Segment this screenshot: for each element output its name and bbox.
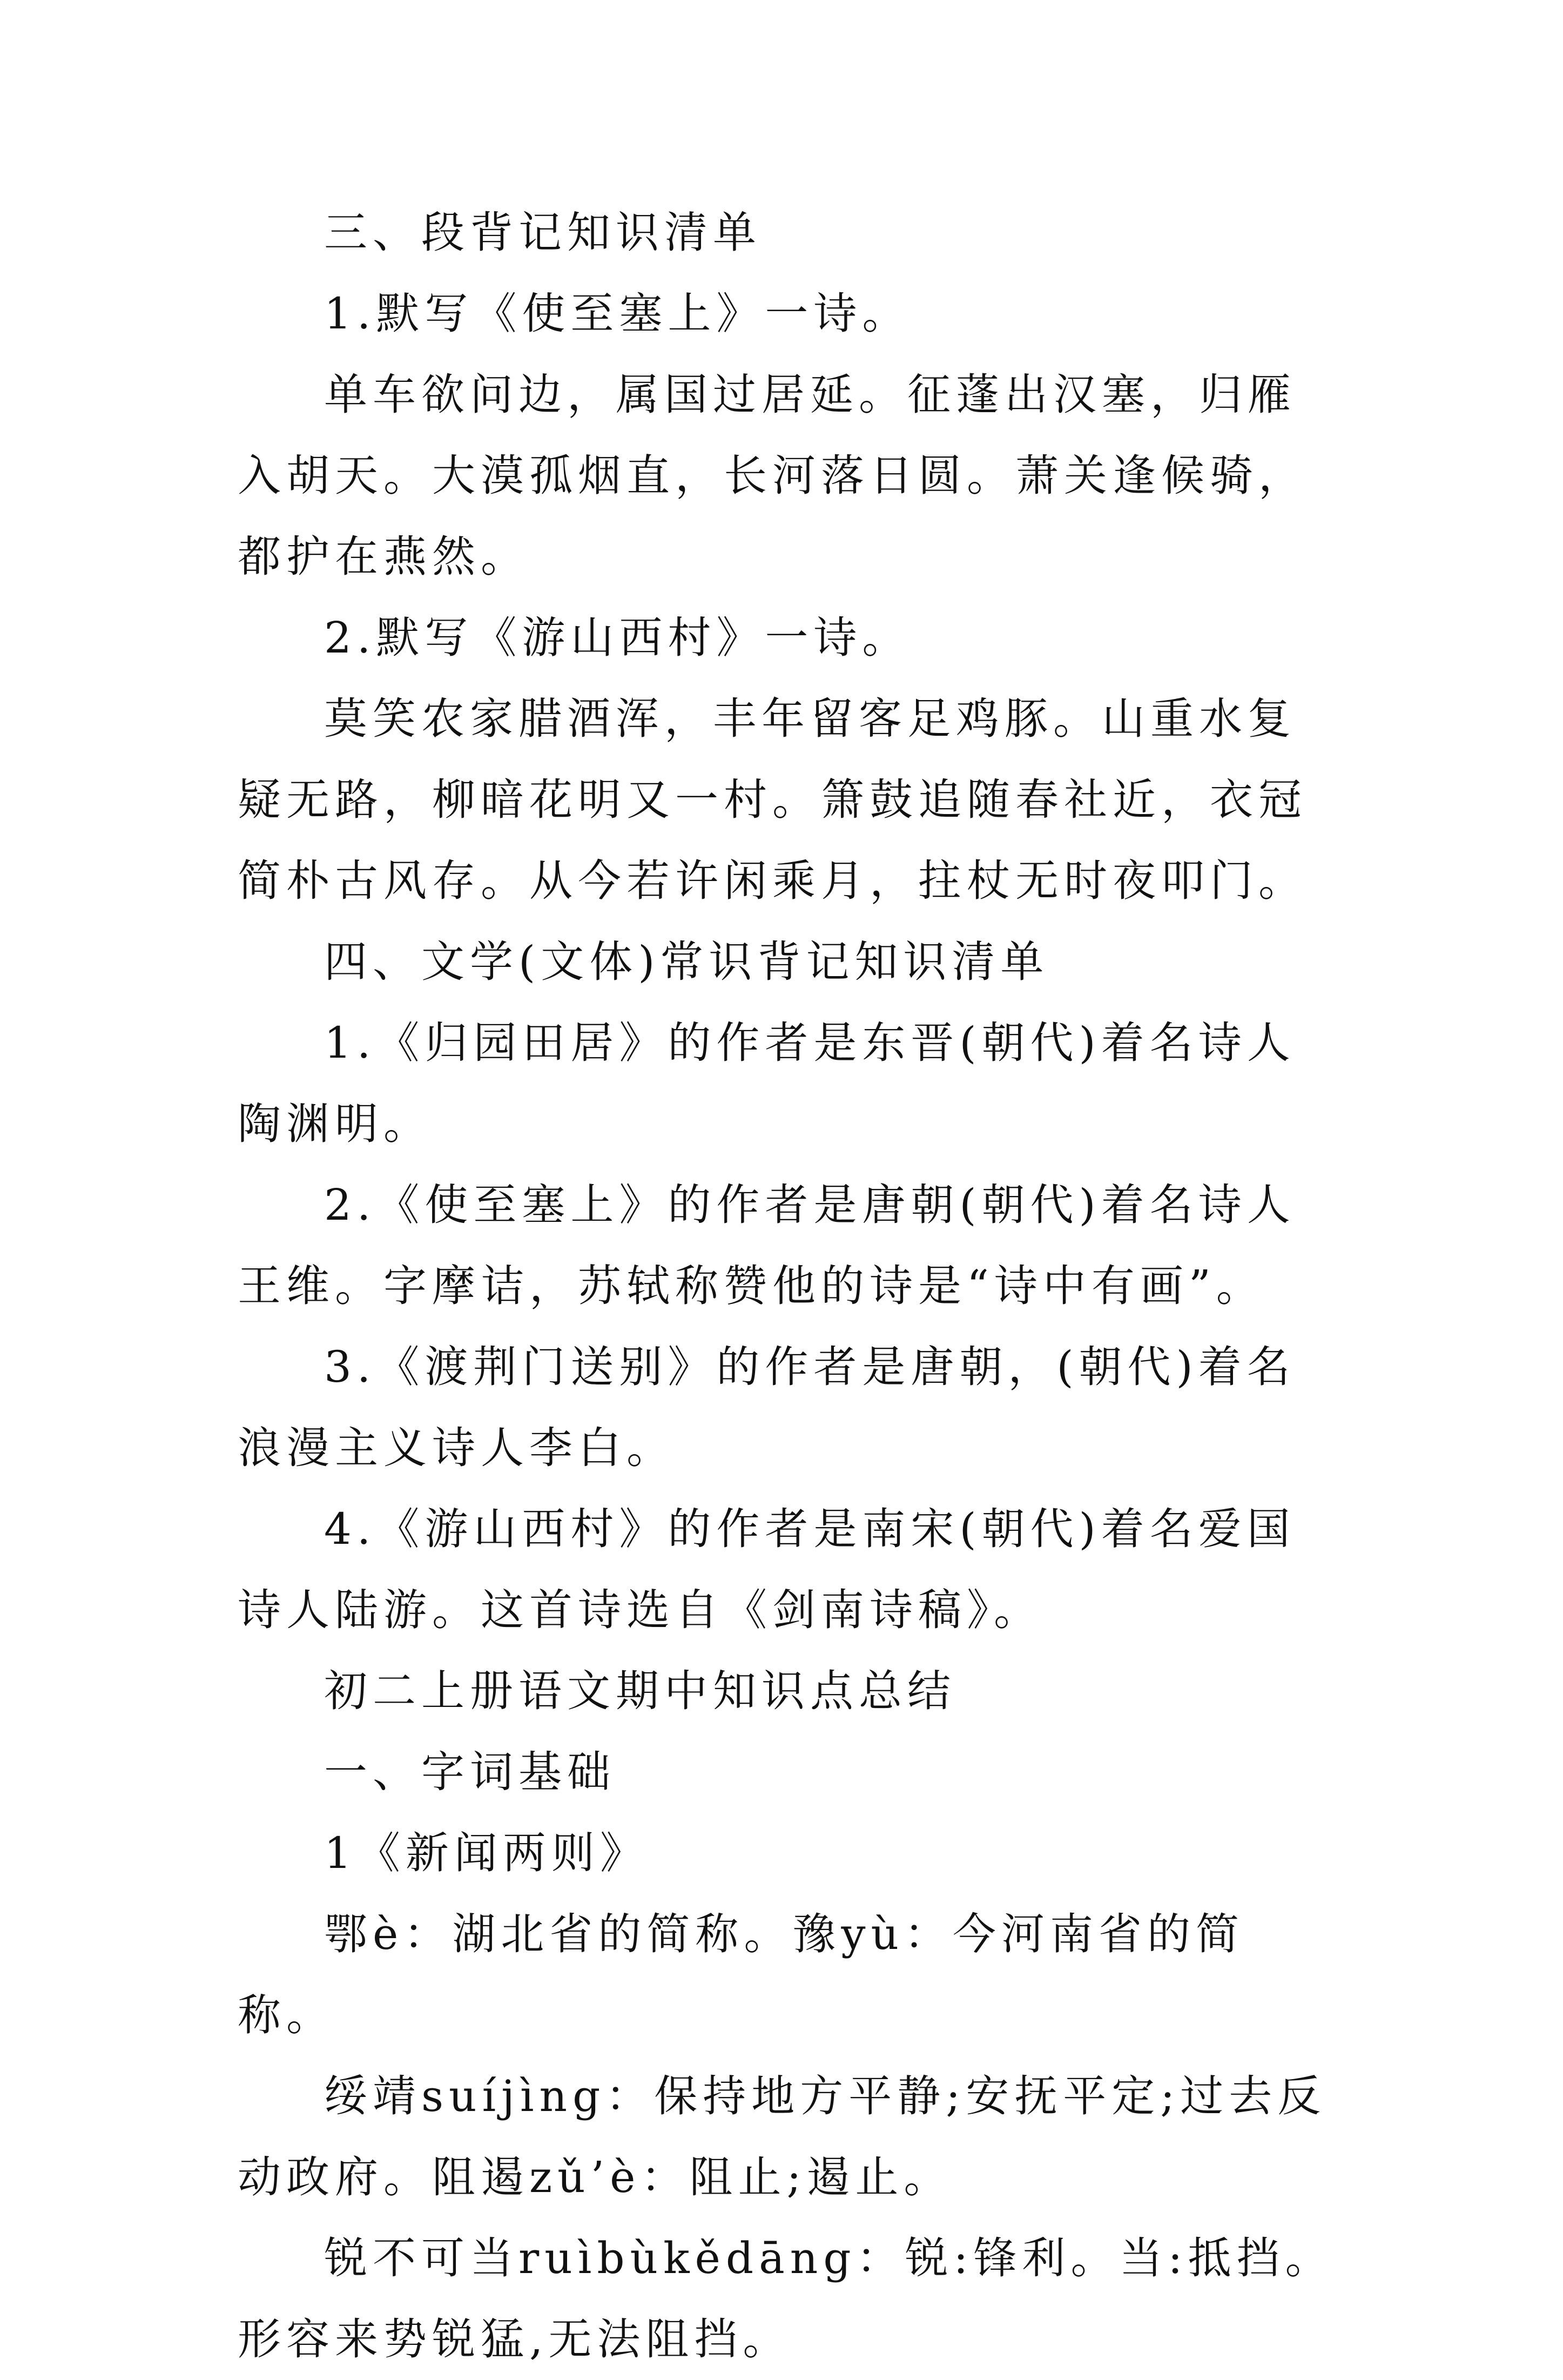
- section-heading: 一、字词基础: [324, 1747, 616, 1797]
- list-item: 3.《渡荆门送别》的作者是唐朝，(朝代)着名浪漫主义诗人李白。: [238, 1342, 1296, 1473]
- section-heading: 三、段背记知识清单: [324, 207, 762, 258]
- list-item: 2.《使至塞上》的作者是唐朝(朝代)着名诗人王维。字摩诘，苏轼称赞他的诗是“诗中有画”。: [238, 1180, 1296, 1311]
- section-heading: 四、文学(文体)常识背记知识清单: [324, 937, 1049, 987]
- vocabulary-entry: 锐不可当ruìbùkědāng：锐:锋利。当:抵挡。形容来势锐猛,无法阻挡。: [238, 2233, 1334, 2364]
- list-item: 4.《游山西村》的作者是南宋(朝代)着名爱国诗人陆游。这首诗选自《剑南诗稿》。: [238, 1504, 1296, 1635]
- list-item: 1.《归园田居》的作者是东晋(朝代)着名诗人陶渊明。: [238, 1018, 1296, 1149]
- document-body: [238, 192, 1339, 2380]
- vocabulary-entry: 绥靖suíjìng：保持地方平静;安抚平定;过去反动政府。阻遏zǔ’è：阻止;遏止。: [238, 2071, 1326, 2202]
- poem-text: 单车欲问边，属国过居延。征蓬出汉塞，归雁入胡天。大漠孤烟直，长河落日圆。萧关逢候骑，都护在燕然。: [238, 369, 1307, 582]
- list-item: 2.默写《游山西村》一诗。: [324, 613, 911, 663]
- list-item: 1.默写《使至塞上》一诗。: [324, 288, 911, 339]
- vocabulary-entry: 鄂è：湖北省的简称。豫yù：今河南省的简称。: [238, 1909, 1245, 2040]
- subsection-heading: 1《新闻两则》: [324, 1828, 649, 1878]
- poem-text: 莫笑农家腊酒浑，丰年留客足鸡豚。山重水复疑无路，柳暗花明又一村。箫鼓追随春社近，衣冠简朴古风存。从今若许闲乘月，拄杖无时夜叩门。: [238, 694, 1307, 906]
- section-title: 初二上册语文期中知识点总结: [324, 1666, 956, 1716]
